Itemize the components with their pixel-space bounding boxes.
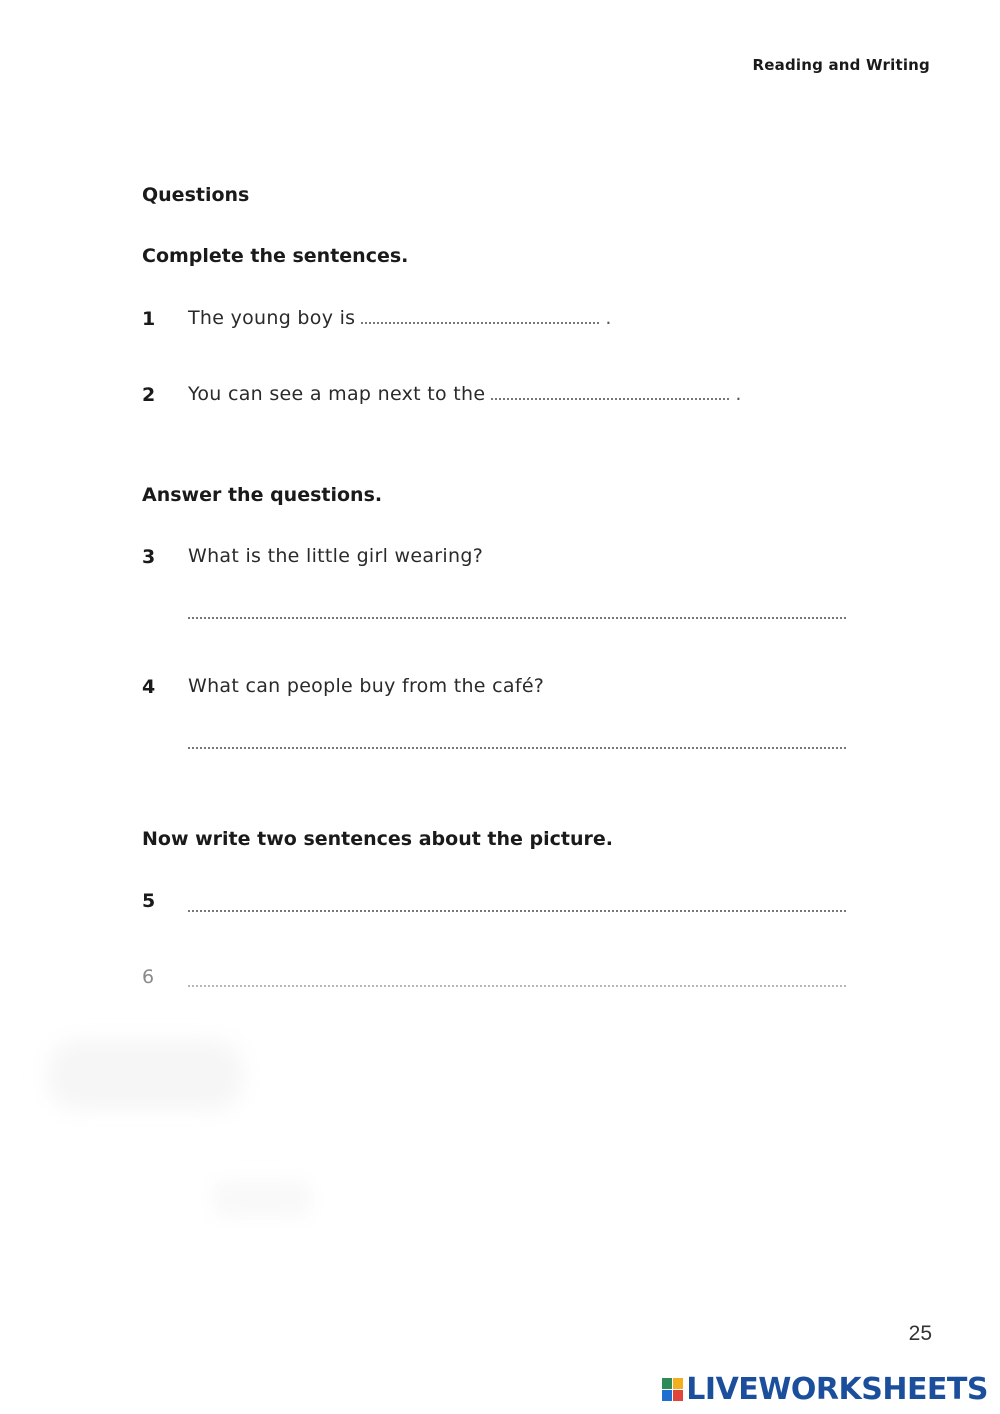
answer-blank-2[interactable] — [491, 384, 729, 400]
answer-line-4[interactable] — [188, 747, 846, 749]
brand-watermark — [662, 1373, 988, 1407]
question-number-6: 6 — [142, 966, 155, 988]
question-number-1: 1 — [142, 308, 156, 330]
questions-heading: Questions — [142, 184, 250, 206]
write-instruction: Now write two sentences about the picture. — [142, 828, 614, 850]
faded-smudge — [48, 1040, 243, 1110]
answer-line-6[interactable] — [188, 985, 846, 987]
liveworksheets-logo-icon — [662, 1378, 684, 1402]
answer-line-3[interactable] — [188, 617, 846, 619]
answer-line-5[interactable] — [188, 910, 846, 912]
question-3-text: What is the little girl wearing? — [188, 545, 484, 567]
question-1 — [188, 307, 612, 329]
question-number-2: 2 — [142, 384, 156, 406]
question-number-4: 4 — [142, 676, 156, 698]
answer-instruction: Answer the questions. — [142, 484, 383, 506]
question-number-3: 3 — [142, 546, 156, 568]
question-number-5: 5 — [142, 890, 156, 912]
faded-smudge-small — [212, 1180, 312, 1218]
brand-name: LIVEWORKSHEETS — [686, 1372, 988, 1407]
complete-instruction: Complete the sentences. — [142, 245, 409, 267]
answer-blank-1[interactable] — [361, 308, 599, 324]
question-1-text: The young boy is — [188, 307, 356, 329]
section-header: Reading and Writing — [752, 56, 930, 74]
question-2 — [188, 383, 742, 405]
question-1-end: . — [605, 307, 612, 329]
page-number: 25 — [908, 1322, 932, 1345]
question-2-text: You can see a map next to the — [188, 383, 486, 405]
question-2-end: . — [735, 383, 742, 405]
question-4-text: What can people buy from the café? — [188, 675, 545, 697]
